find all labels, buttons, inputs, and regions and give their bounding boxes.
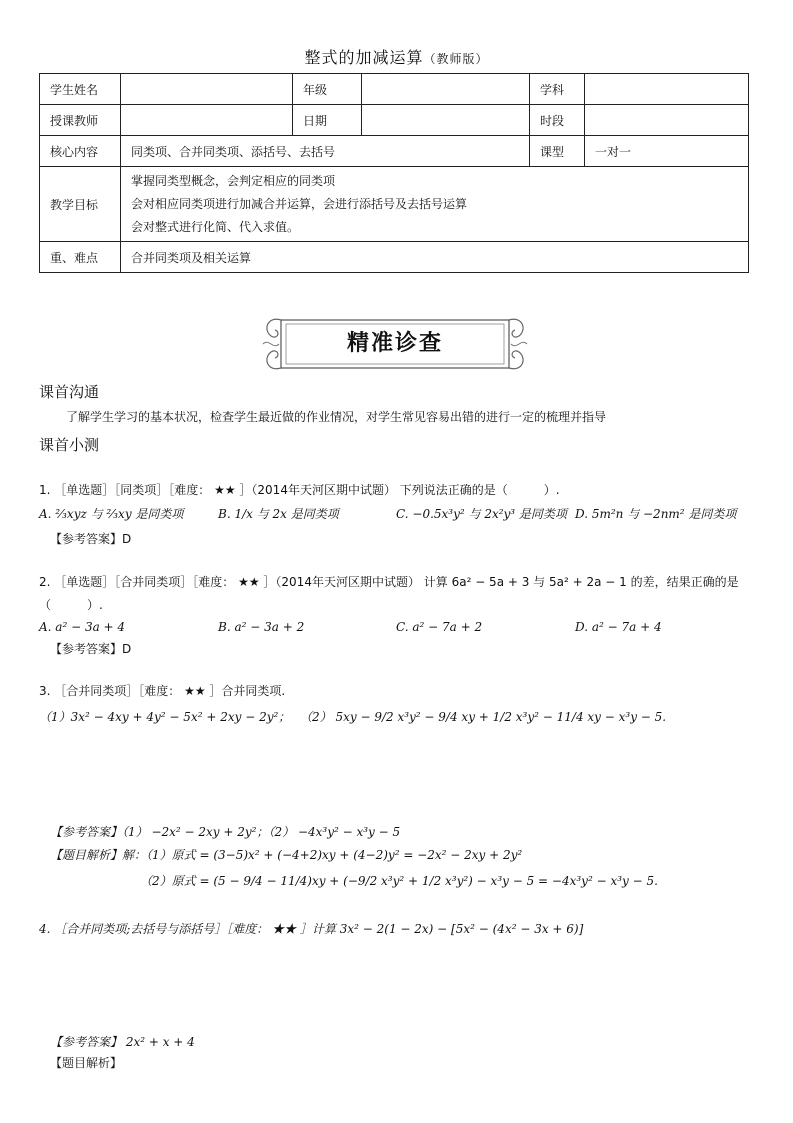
lesson-type-label: 课型 [530, 136, 585, 167]
section-heading: 课首沟通 [39, 383, 100, 401]
answer-text: 【参考答案】（1） −2x² − 2xy + 2y²；（2） −4x³y² − x³y − 5 [50, 825, 401, 839]
option-d: D. a² − 7a + 4 [575, 620, 662, 634]
goal-label: 教学目标 [40, 167, 121, 242]
answer-text: 【参考答案】D [50, 532, 132, 546]
question-stem-cont: （ ）. [39, 598, 103, 612]
lesson-info-table [39, 73, 749, 273]
table-row [40, 74, 749, 105]
goal-item: 会对整式进行化简、代入求值。 [131, 219, 300, 234]
question-stem: 3. ［合并同类项］［难度： ★★ ］合并同类项. [39, 684, 286, 698]
period-label: 时段 [530, 105, 585, 136]
section-text: 了解学生学习的基本状况，检查学生最近做的作业情况，对学生常见容易出错的进行一定的梳理并指导 [66, 410, 607, 424]
date-label: 日期 [293, 105, 362, 136]
question-stem: 4. ［合并同类项;去括号与添括号］［难度： ★★ ］计算 3x² − 2(1 − 2x) − [5x² − (4x² − 3x + 6)] [39, 922, 584, 936]
grade-cell [362, 74, 530, 105]
title-sub: （教师版） [423, 52, 489, 66]
period-cell [585, 105, 749, 136]
option-c: C. −0.5x³y² 与 2x²y³ 是同类项 [396, 507, 567, 521]
table-row [40, 167, 749, 242]
lesson-type-value: 一对一 [585, 136, 749, 167]
goal-item: 会对相应同类项进行加减合并运算，会进行添括号及去括号运算 [131, 196, 468, 211]
date-cell [362, 105, 530, 136]
banner-heading: 精准诊查 [346, 330, 443, 356]
sub-question-1: （1）3x² − 4xy + 4y² − 5x² + 2xy − 2y²； [39, 710, 291, 724]
goal-list [121, 167, 749, 242]
teacher-cell [121, 105, 293, 136]
option-d: D. 5m²n 与 −2nm² 是同类项 [575, 507, 737, 521]
section-heading: 课首小测 [39, 436, 100, 454]
question-stem: 2. ［单选题］［合并同类项］［难度： ★★ ］（2014年天河区期中试题） 计算 6a² − 5a + 3 与 5a² + 2a − 1 的差，结果正确的是 [39, 575, 739, 589]
table-row [40, 136, 749, 167]
student-name-cell [121, 74, 293, 105]
grade-label: 年级 [293, 74, 362, 105]
subject-label: 学科 [530, 74, 585, 105]
option-a: A. a² − 3a + 4 [39, 620, 126, 634]
student-name-label: 学生姓名 [40, 74, 121, 105]
title-main: 整式的加减运算 [304, 48, 424, 67]
analysis-text: 【题目解析】解：（1）原式 = (3−5)x² + (−4+2)xy + (4−2)y² = −2x² − 2xy + 2y² [50, 848, 523, 862]
sub-question-2: （2） 5xy − 9/2 x³y² − 9/4 xy + 1/2 x³y² − 11/4 xy − x³y − 5. [300, 710, 667, 724]
core-value: 同类项、合并同类项、添括号、去括号 [121, 136, 530, 167]
option-b: B. a² − 3a + 2 [218, 620, 305, 634]
answer-text: 【参考答案】 2x² + x + 4 [50, 1035, 195, 1049]
table-row [40, 242, 749, 273]
analysis-text: 【题目解析】 [50, 1056, 123, 1070]
option-c: C. a² − 7a + 2 [396, 620, 483, 634]
answer-text: 【参考答案】D [50, 642, 132, 656]
analysis-text: （2）原式 = (5 − 9/4 − 11/4)xy + (−9/2 x³y² + 1/2 x³y²) − x³y − 5 = −4x³y² − x³y − 5. [140, 874, 658, 888]
table-row [40, 105, 749, 136]
option-a: A. ⅔xyz 与 ⅔xy 是同类项 [39, 507, 184, 521]
option-b: B. 1/x 与 2x 是同类项 [218, 507, 339, 521]
page-title [0, 45, 793, 68]
question-stem: 1. ［单选题］［同类项］［难度： ★★ ］（2014年天河区期中试题） 下列说法正确的是（ ）. [39, 483, 560, 497]
core-label: 核心内容 [40, 136, 121, 167]
goal-item: 掌握同类型概念，会判定相应的同类项 [131, 173, 336, 188]
teacher-label: 授课教师 [40, 105, 121, 136]
subject-cell [585, 74, 749, 105]
key-value: 合并同类项及相关运算 [121, 242, 749, 273]
key-label: 重、难点 [40, 242, 121, 273]
